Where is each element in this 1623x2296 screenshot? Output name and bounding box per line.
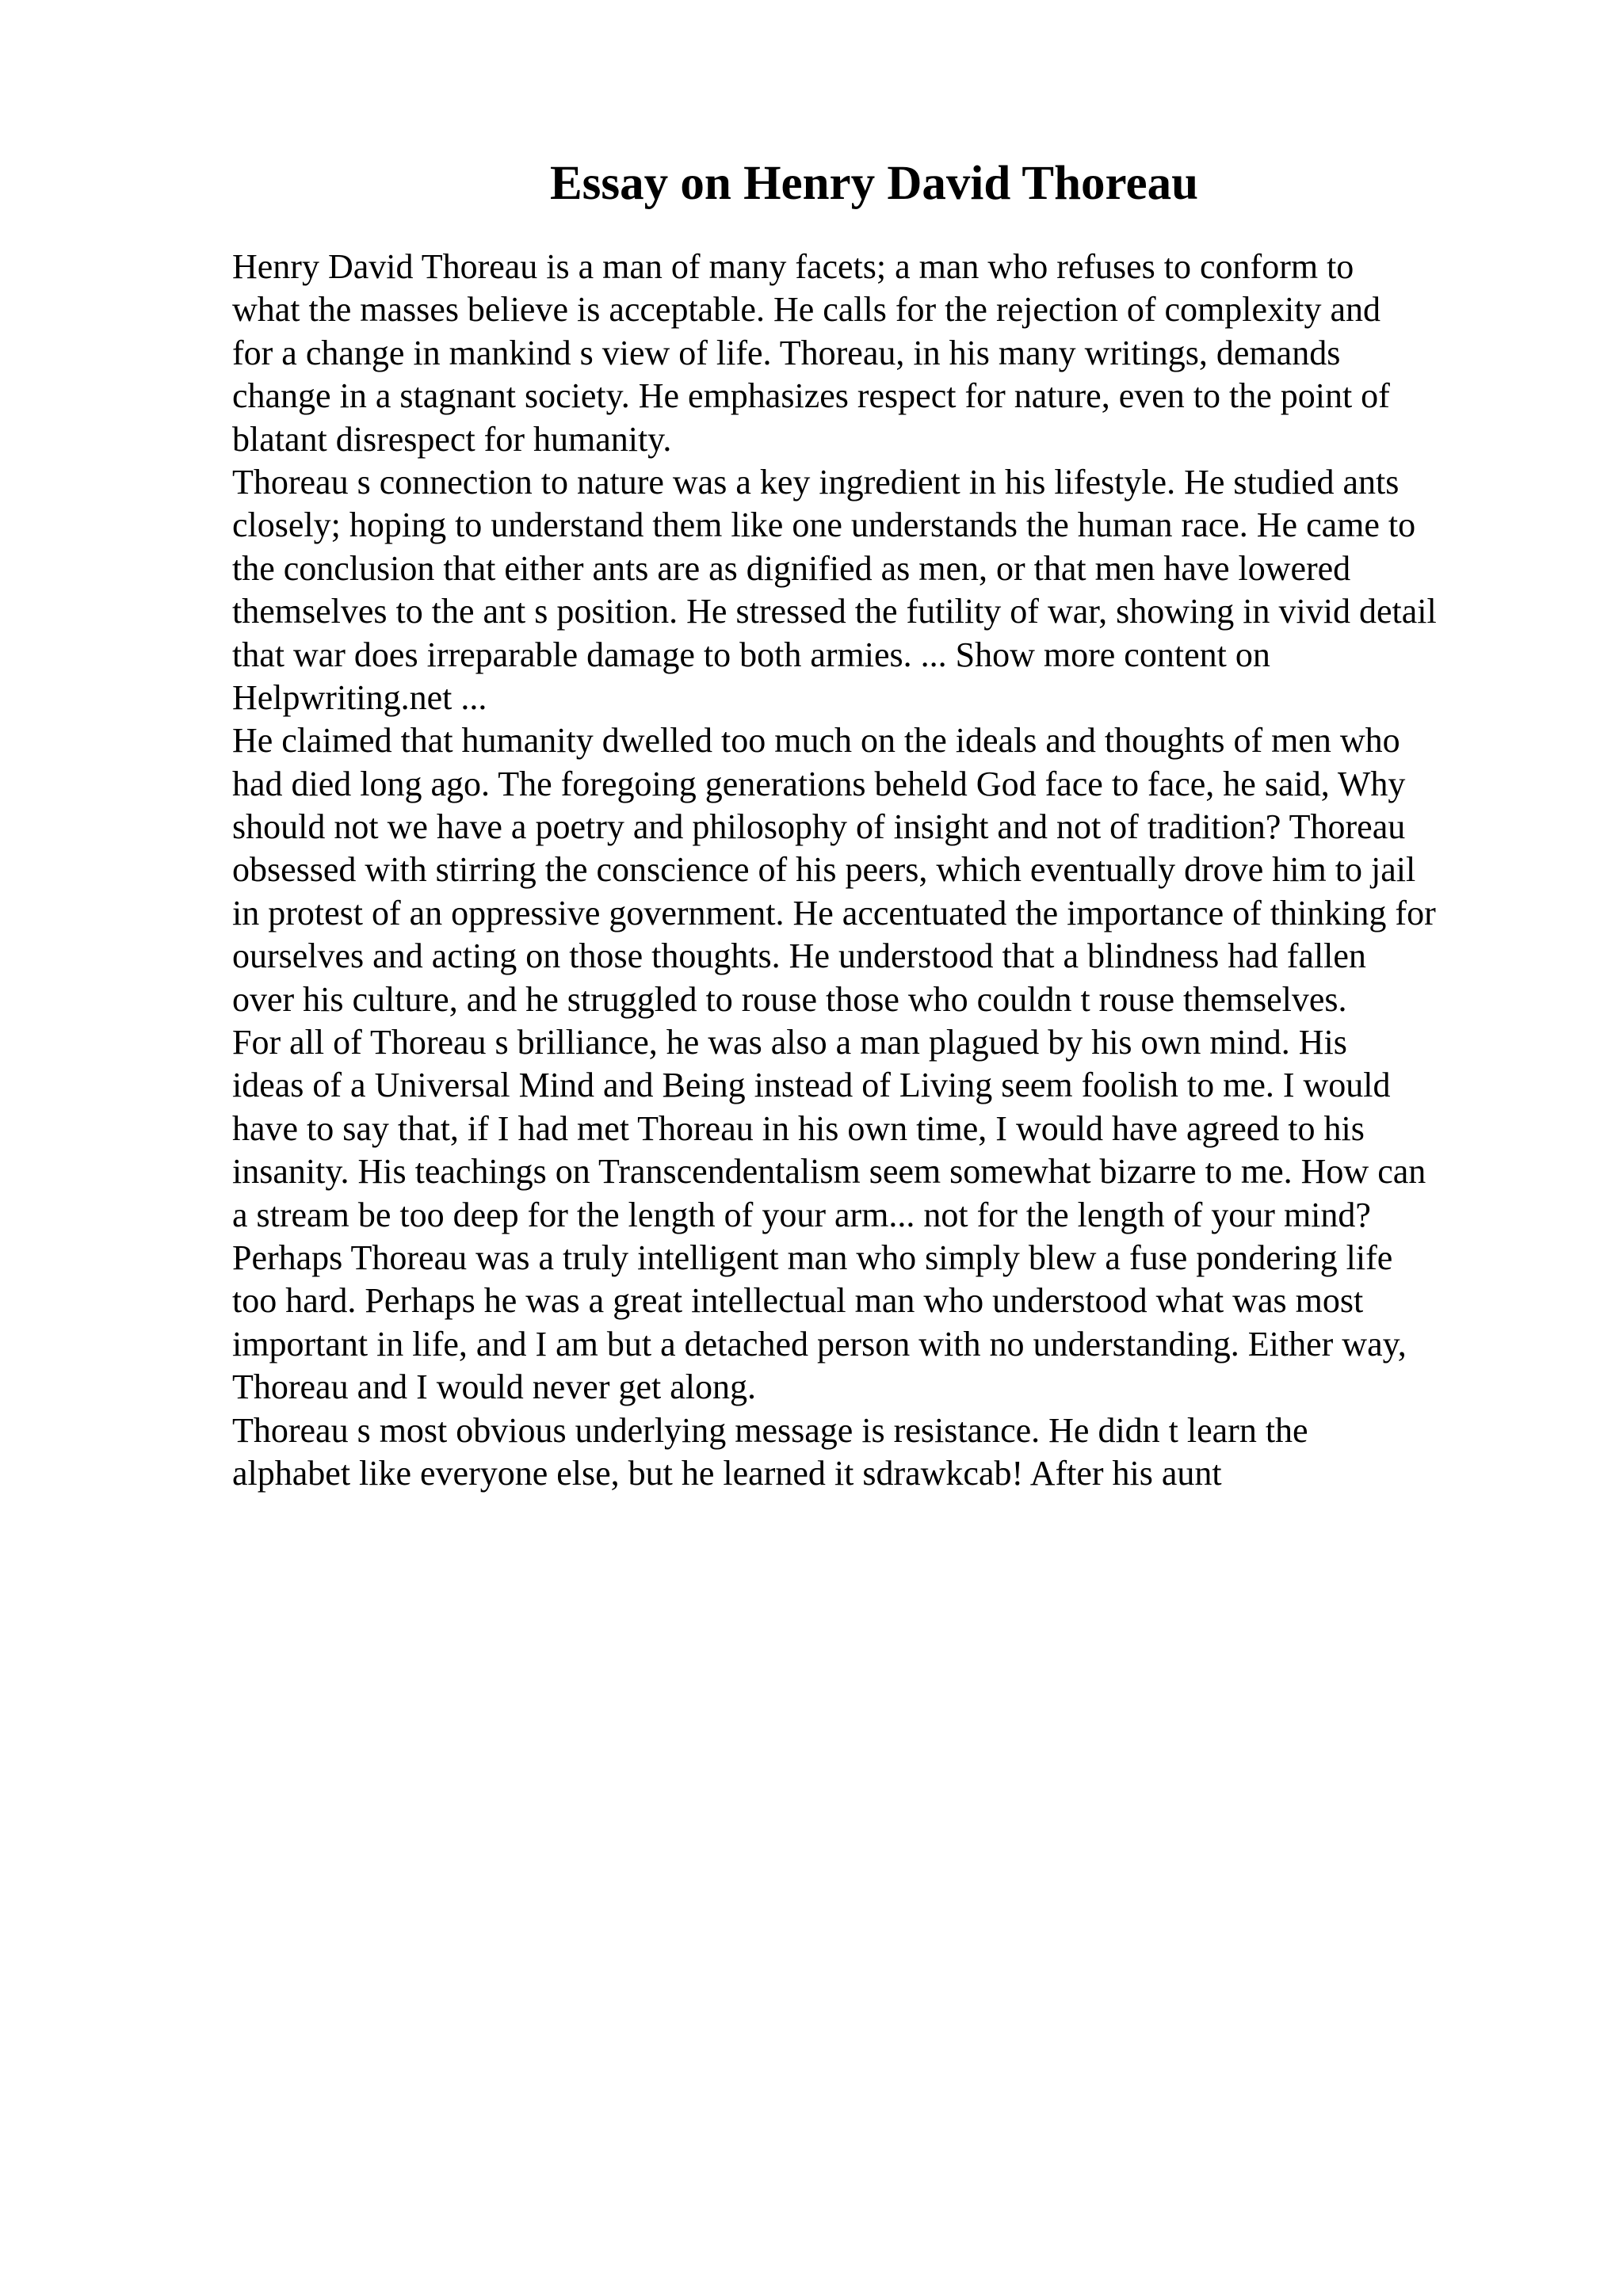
- text-line: obsessed with stirring the conscience of his peers, which eventually drove him to jail: [232, 850, 1416, 890]
- essay-title: Essay on Henry David Thoreau: [549, 157, 1199, 210]
- text-line: over his culture, and he struggled to rouse those who couldn t rouse themselves.: [232, 979, 1347, 1019]
- text-line: the conclusion that either ants are as dignified as men, or that men have lowered: [232, 548, 1351, 588]
- text-line: blatant disrespect for humanity.: [232, 419, 672, 459]
- text-line: important in life, and I am but a detached person with no understanding. Either way,: [232, 1324, 1407, 1363]
- text-line: Henry David Thoreau is a man of many facets; a man who refuses to conform to: [232, 247, 1354, 286]
- text-line: insanity. His teachings on Transcendentalism seem somewhat bizarre to me. How can: [232, 1152, 1426, 1192]
- text-line: had died long ago. The foregoing generations beheld God face to face, he said, Why: [232, 764, 1406, 803]
- essay-body: [232, 246, 1564, 1495]
- text-line: in protest of an oppressive government. He accentuated the importance of thinking for: [232, 893, 1436, 933]
- text-line: ideas of a Universal Mind and Being instead of Living seem foolish to me. I would: [232, 1066, 1391, 1105]
- text-line: closely; hoping to understand them like one understands the human race. He came to: [232, 505, 1416, 545]
- text-line: Thoreau s most obvious underlying message is resistance. He didn t learn the: [232, 1410, 1308, 1450]
- text-line: Thoreau and I would never get along.: [232, 1367, 756, 1407]
- text-line: He claimed that humanity dwelled too much on the ideals and thoughts of men who: [232, 721, 1400, 761]
- text-line: that war does irreparable damage to both armies. ... Show more content on: [232, 635, 1270, 674]
- text-line: should not we have a poetry and philosophy of insight and not of tradition? Thoreau: [232, 807, 1406, 847]
- text-line: alphabet like everyone else, but he learned it sdrawkcab! After his aunt: [232, 1453, 1222, 1493]
- text-line: ourselves and acting on those thoughts. He understood that a blindness had fallen: [232, 936, 1366, 976]
- text-line: themselves to the ant s position. He stressed the futility of war, showing in vivid detail: [232, 592, 1437, 631]
- text-line: have to say that, if I had met Thoreau in his own time, I would have agreed to his: [232, 1108, 1365, 1148]
- text-line: For all of Thoreau s brilliance, he was also a man plagued by his own mind. His: [232, 1023, 1347, 1062]
- text-line: Helpwriting.net ...: [232, 677, 487, 717]
- text-line: for a change in mankind s view of life. Thoreau, in his many writings, demands: [232, 333, 1341, 372]
- text-line: Thoreau s connection to nature was a key ingredient in his lifestyle. He studied ants: [232, 462, 1400, 502]
- text-line: a stream be too deep for the length of your arm... not for the length of your mind?: [232, 1195, 1371, 1234]
- text-line: too hard. Perhaps he was a great intellectual man who understood what was most: [232, 1281, 1364, 1321]
- text-line: Perhaps Thoreau was a truly intelligent man who simply blew a fuse pondering life: [232, 1238, 1393, 1277]
- text-line: change in a stagnant society. He emphasizes respect for nature, even to the point of: [232, 376, 1390, 416]
- text-line: what the masses believe is acceptable. He calls for the rejection of complexity and: [232, 290, 1381, 330]
